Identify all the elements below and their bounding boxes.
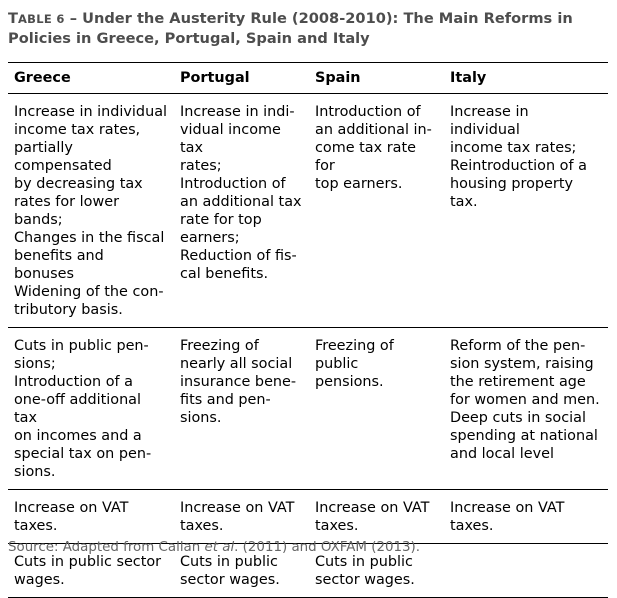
- source-note: [8, 540, 420, 555]
- caption-text: Under the Austerity Rule (2008-2010): The Main Reforms in Policies in Greece, Portugal, Spain and Italy: [8, 10, 573, 47]
- table-cell: Introduction of an additional in- come tax rate for top earners.: [315, 104, 432, 192]
- source-suffix: . (2011) and OXFAM (2013).: [234, 540, 420, 555]
- table-cell: Increase on VAT taxes.: [315, 500, 430, 534]
- source-italic: et al: [204, 540, 235, 555]
- table-cell: Increase in individual income tax rates; Reintroduction of a housing property tax.: [450, 104, 587, 210]
- table-caption: [8, 9, 608, 48]
- table-row-income-tax: [8, 94, 608, 328]
- column-header-greece: Greece: [14, 70, 71, 86]
- table-cell: Increase in indi- vidual income tax rates; Introduction of an additional tax rate for top earners; Reduction of fis- cal benefits.: [180, 104, 302, 282]
- column-header-italy: Italy: [450, 70, 487, 86]
- table-cell: Increase in individual income tax rates, partially compensated by decreasing tax rates for lower bands; Changes in the fiscal benefits and bonuses Widening of the con- tributory basis.: [14, 104, 168, 318]
- table-cell: Cuts in public sector wages.: [315, 554, 415, 588]
- table-row-pensions: [8, 328, 608, 490]
- table-cell: [444, 544, 608, 598]
- table-cell: Increase on VAT taxes.: [180, 500, 295, 534]
- table-header-row: [8, 63, 608, 94]
- caption-dash: –: [64, 10, 83, 27]
- caption-label-initial: T: [8, 10, 18, 27]
- table-cell: Cuts in public sector wages.: [180, 554, 280, 588]
- table-row-vat: [8, 490, 608, 544]
- table-cell: Increase on VAT taxes.: [450, 500, 565, 534]
- table-cell: Freezing of public pensions.: [315, 338, 394, 390]
- column-header-spain: Spain: [315, 70, 361, 86]
- table-cell: Reform of the pen- sion system, raising the retirement age for women and men. Deep cuts in social spending at national and local level: [450, 338, 600, 462]
- table-cell: Cuts in public pen- sions; Introduction of a one-off additional tax on incomes and a special tax on pen- sions.: [14, 338, 152, 480]
- table-cell: Increase on VAT taxes.: [14, 500, 129, 534]
- reforms-table: [8, 62, 608, 598]
- table-cell: Cuts in public sector wages.: [14, 554, 162, 588]
- caption-label-rest: ABLE 6: [17, 12, 65, 26]
- source-prefix: Source: Adapted from Callan: [8, 540, 205, 555]
- table-cell: Freezing of nearly all social insurance bene- fits and pen- sions.: [180, 338, 297, 426]
- column-header-portugal: Portugal: [180, 70, 250, 86]
